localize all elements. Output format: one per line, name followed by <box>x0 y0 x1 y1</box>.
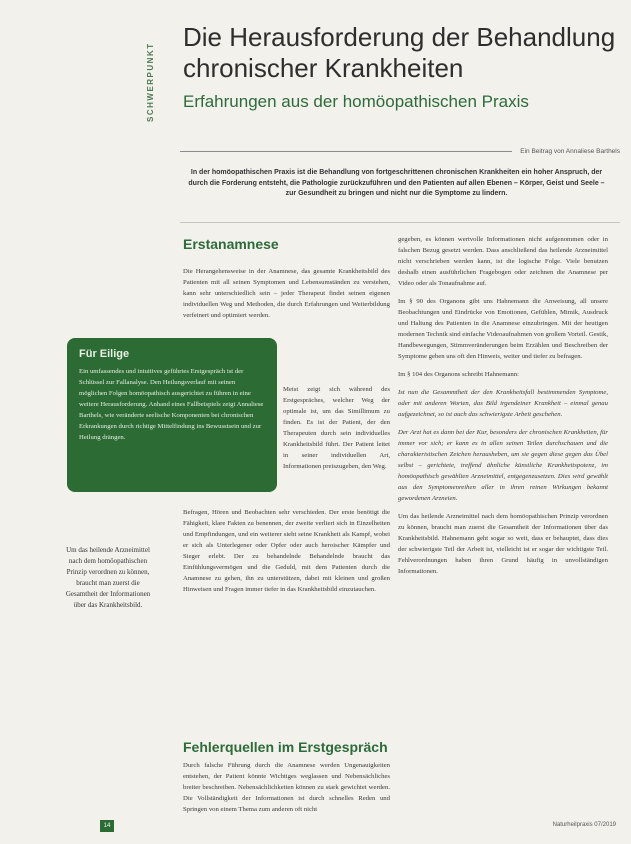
summary-box-title: Für Eilige <box>79 348 130 360</box>
article-subtitle: Erfahrungen aus der homöopathischen Praxis <box>183 92 529 111</box>
page-number: 14 <box>100 820 114 832</box>
body-col1-b <box>283 384 390 502</box>
heading-fehlerquellen: Fehlerquellen im Erstgespräch <box>183 739 388 755</box>
section-label: SCHWERPUNKT <box>146 42 155 122</box>
pull-quote: Um das heilende Arzneimittel nach dem homöopathischen Prinzip verordnen zu können, braucht man zuerst die Gesamtheit der Informationen über das Krankheitsbild. <box>65 546 151 609</box>
quote-paragraph: Ist nun die Gesammtheit der den Krankheitsfall bestimmenden Symptome, oder mit anderen Worten, das Bild irgendeiner Krankheit – einmal genau aufgezeichnet, so ist auch das schwierigste Arbeit geschehen. <box>398 389 608 418</box>
lead-separator <box>180 222 620 223</box>
quote-paragraph: Der Arzt hat es dann bei der Kur, besonders der chronischen Krankheiten, für immer vor sich; er kann es in allen seinen Teilen durchschauen und die charakteristischen Zeichen herausheben, um sie gegen diese gegen das Übel selbst – gerichtete, treffend ähnliche künstliche Krankheitspotenz, im homöopathisch gewählten Arzneimittel, entgegenzusetzen. Dies wird gewählt aus den Symptomenreihen aller in ihren reinen Wirkungen bekannt gewordenen Arzneien. <box>398 429 608 502</box>
body-col1-d <box>183 760 390 835</box>
summary-box-text: Ein umfassendes und intuitives geführtes Erstgespräch ist der Schlüssel zur Fallanalyse. Den Heilungsverlauf mit seinen möglichen Folgen homöopathisch ausgerichtet zu führen in eine weitere Herausforderung. Anhand eines Fallbeispiels zeigt Annaliese Barthels, wie veränderte seelische Komponenten bei chronischen Erkrankungen durch richtige Mittelfindung ins Bewusstsein und zur Heilung drängen. <box>79 368 264 441</box>
footer-source: Naturheilpraxis 07/2019 <box>552 822 616 828</box>
author-byline <box>180 145 620 157</box>
lead-paragraph: In der homöopathischen Praxis ist die Behandlung von fortgeschrittenen chronischen Krankheiten ein hoher Anspruch, der durch die Forderung entsteht, die Pathologie zurückzuführen und den Patienten auf allen Ebenen – Körper, Geist und Seele – zur Gesundheit zu bringen und nicht nur die Symptome zu lindern. <box>188 169 605 197</box>
paragraph: Im § 104 des Organons schreibt Hahnemann: <box>398 371 519 378</box>
article-title: Die Herausforderung der Behandlung chronischer Krankheiten <box>183 22 616 83</box>
paragraph: Befragen, Hören und Beobachten sehr verschieden. Der erste benötigt die Fähigkeit, klare Fakten zu benennen, der zweite verliert sich in Einzelheiten und Empfindungen, und ein weiterer sieht seine Krankheit als Kampf, wobei er sich als Unterlegener oder Opfer oder auch heroischer Kämpfer und Sieger erlebt. Der zu behandelnde Behandelnde braucht das Einfühlungsvermögen und die Geduld, mit dem Patienten durch die Anamnese zu gehen, ihn zu unterstützen, dabei mit kleinen und großen Hinweisen und Fragen immer tiefer in das Krankheitsbild einzutauchen. <box>183 509 390 593</box>
body-col1-c <box>183 507 390 625</box>
paragraph: Im § 90 des Organons gibt uns Hahnemann die Anweisung, all unsere Beobachtungen und Eindrücke von Emotionen, Gefühlen, Mimik, Ausdruck und Haltung des Patienten in die Anamnese einzubringen. Mit der heutigen modernen Technik sind einfache Videoaufnahmen von großem Vorteil. Gestik, Handbewegungen, Stimmveränderungen beim Erzählen und Beschreiben der Symptome geben uns oft den Hinweis, weiter und tiefer zu befragen. <box>398 298 608 360</box>
paragraph: Die Herangehensweise in der Anamnese, das gesamte Krankheitsbild des Patienten mit all seinen Symptomen und Lebensumständen zu verstehen, kann sehr unterschiedlich sein – jeder Therapeut findet seinen eigenen individuellen Weg und Methoden, die durch Erfahrungen und Weiterbildung verfeinert und optimiert werden. <box>183 268 390 319</box>
summary-box <box>67 338 277 492</box>
heading-erstanamnese: Erstanamnese <box>183 236 279 252</box>
body-col2 <box>398 234 608 830</box>
byline-rule <box>180 151 512 152</box>
paragraph: Meist zeigt sich während des Erstgespräches, welcher Weg der optimale ist, um das Simillimum zu finden. Es ist der Patient, der den Therapeuten durch sein individuelles Krankheitsbild führt. Der Patient leitet in seiner individuellen Art, Informationen preiszugeben, den Weg. <box>283 386 390 470</box>
author-text: Ein Beitrag von Annaliese Barthels <box>520 147 620 155</box>
paragraph: gegeben, es können wertvolle Informationen nicht aufgenommen oder in falschen Bezug gesetzt werden. Dass anschließend das heilende Arzneimittel nicht verschrieben werden kann, ist die logische Folge. Viele benutzen deshalb einen ausführlichen Fragebogen oder zeichnen die Anamnese per Video oder als Tonaufnahme auf. <box>398 236 608 287</box>
paragraph: Um das heilende Arzneimittel nach dem homöopathischen Prinzip verordnen zu können, braucht man zuerst die Gesamtheit der Informationen über das Krankheitsbild. Hahnemann geht sogar so weit, dass er behauptet, dass dies der schwierigste Teil der Arbeit ist, vielleicht ist er sogar der wichtigste Teil. Fehlverordnungen haben ihren Grund häufig in unvollständigen Informationen. <box>398 513 608 575</box>
paragraph: Durch falsche Führung durch die Anamnese werden Ungenauigkeiten entstehen, der Patient könnte Wichtiges weglassen und Nebensächliches breiter beschreiben. Nebensächlichkeiten können zu stark gewichtet werden. Die Vollständigkeit der Informationen ist durch schnelles Reden und Springen von einem Thema zum anderen oft nicht <box>183 762 390 813</box>
